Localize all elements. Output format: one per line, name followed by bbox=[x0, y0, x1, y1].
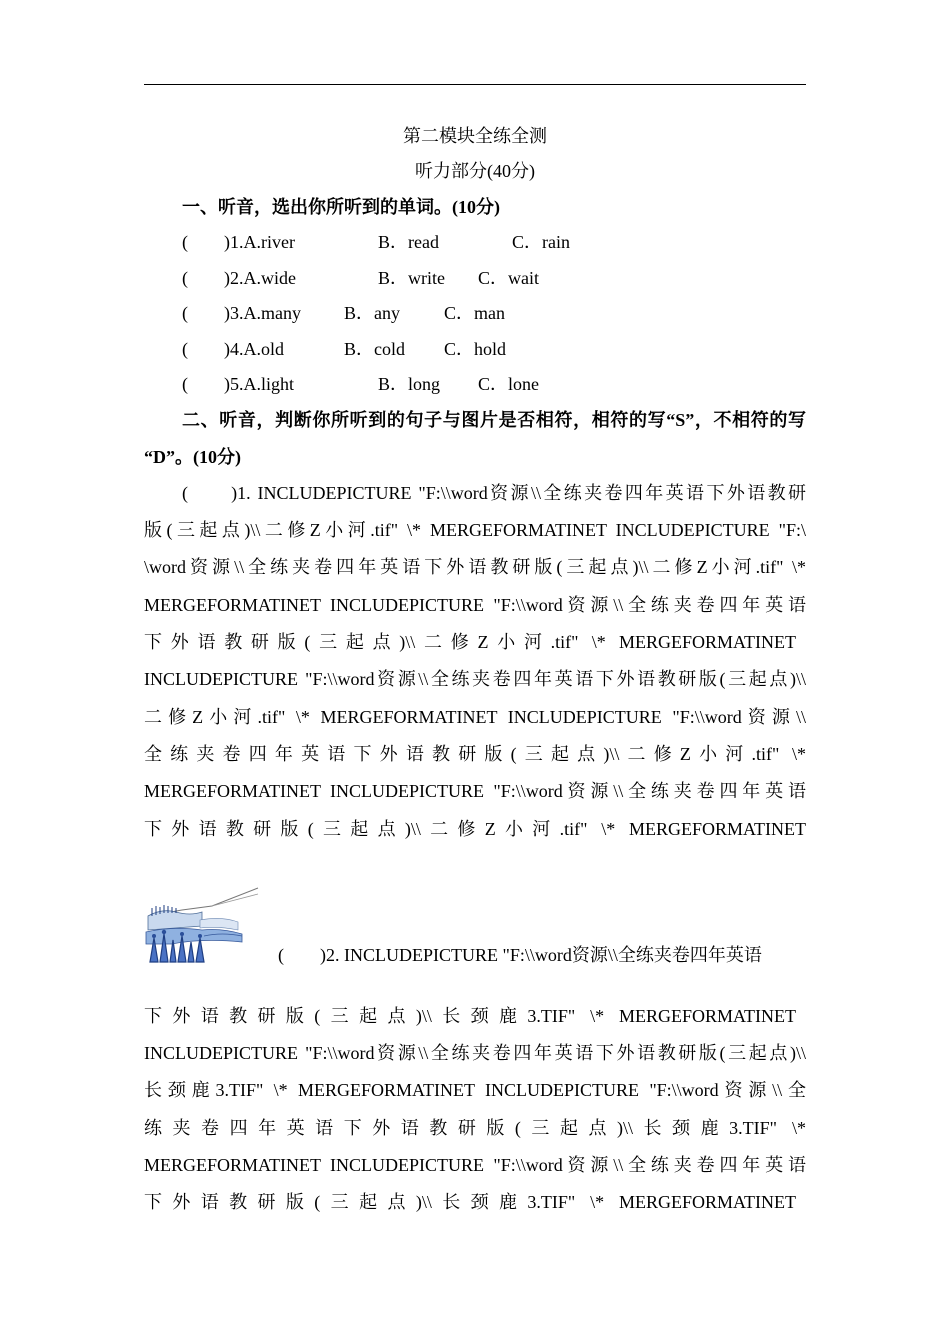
question-row bbox=[182, 301, 806, 325]
q1-text-line: 版(三起点)\\二修Z小河.tif" \* MERGEFORMATINET INCLUDEPICTURE "F:\ bbox=[144, 520, 806, 540]
question-row bbox=[182, 372, 806, 396]
q1-text-line: 二修Z小河.tif" \* MERGEFORMATINET INCLUDEPICTURE "F:\\word资源\\ bbox=[144, 707, 806, 727]
q2-text-line: 长颈鹿3.TIF" \* MERGEFORMATINET INCLUDEPICTURE "F:\\word资源\\全 bbox=[144, 1080, 806, 1100]
section1-heading: 一、听音，选出你所听到的单词。(10分) bbox=[182, 197, 500, 217]
q2-text-line: MERGEFORMATINET INCLUDEPICTURE "F:\\word资源\\全练夹卷四年英语 bbox=[144, 1155, 806, 1175]
q2-text-line: 下外语教研版(三起点)\\长颈鹿3.TIF" \* MERGEFORMATINET bbox=[144, 1006, 796, 1026]
q1-text-line: MERGEFORMATINET INCLUDEPICTURE "F:\\word资源\\全练夹卷四年英语 bbox=[144, 595, 806, 615]
section2-heading-line1: 二、听音，判断你所听到的句子与图片是否相符，相符的写“S”，不相符的写 bbox=[182, 410, 806, 430]
q1-text-line: MERGEFORMATINET INCLUDEPICTURE "F:\\word资源\\全练夹卷四年英语 bbox=[144, 781, 806, 801]
option-b: B．read bbox=[378, 232, 439, 252]
option-c: C．lone bbox=[478, 374, 539, 394]
q1-text-line: ( )1. INCLUDEPICTURE "F:\\word资源\\全练夹卷四年英语下外语教研 bbox=[182, 483, 806, 503]
question-row bbox=[182, 230, 806, 254]
option-b: B．write bbox=[378, 268, 445, 288]
question-number: ( )1.A.river bbox=[182, 232, 295, 252]
river-picture bbox=[142, 886, 260, 964]
option-c: C．rain bbox=[512, 232, 570, 252]
q1-text-line: 全练夹卷四年英语下外语教研版(三起点)\\二修Z小河.tif" \* bbox=[144, 744, 806, 764]
q2-text-line: INCLUDEPICTURE "F:\\word资源\\全练夹卷四年英语下外语教研版(三起点)\\ bbox=[144, 1043, 806, 1063]
question-number: ( )4.A.old bbox=[182, 339, 284, 359]
question-number: ( )5.A.light bbox=[182, 374, 294, 394]
page-subtitle: 听力部分(40分) bbox=[415, 161, 535, 181]
option-c: C．man bbox=[444, 303, 505, 323]
q2-text-line: 练夹卷四年英语下外语教研版(三起点)\\长颈鹿3.TIF" \* bbox=[144, 1118, 806, 1138]
question-number: ( )2.A.wide bbox=[182, 268, 296, 288]
q1-text-line: 下外语教研版(三起点)\\二修Z小河.tif" \* MERGEFORMATINET bbox=[144, 819, 806, 839]
option-b: B．long bbox=[378, 374, 441, 394]
header-rule bbox=[144, 84, 806, 85]
q1-text-line: INCLUDEPICTURE "F:\\word资源\\全练夹卷四年英语下外语教研版(三起点)\\ bbox=[144, 669, 806, 689]
q1-text-line: \word资源\\全练夹卷四年英语下外语教研版(三起点)\\二修Z小河.tif" \* bbox=[144, 557, 806, 577]
question-row bbox=[182, 337, 806, 361]
q2-first-line: ( )2. INCLUDEPICTURE "F:\\word资源\\全练夹卷四年英语 bbox=[278, 945, 762, 965]
option-c: C．wait bbox=[478, 268, 539, 288]
option-c: C．hold bbox=[444, 339, 507, 359]
question-row bbox=[182, 266, 806, 290]
section2-heading-line2: “D”。(10分) bbox=[144, 447, 241, 467]
page-title: 第二模块全练全测 bbox=[403, 126, 547, 146]
question-number: ( )3.A.many bbox=[182, 303, 301, 323]
q1-text-line: 下外语教研版(三起点)\\二修Z小河.tif" \* MERGEFORMATINET bbox=[144, 632, 796, 652]
option-b: B．cold bbox=[344, 339, 405, 359]
q2-text-line: 下外语教研版(三起点)\\长颈鹿3.TIF" \* MERGEFORMATINET bbox=[144, 1192, 796, 1212]
option-b: B．any bbox=[344, 303, 400, 323]
